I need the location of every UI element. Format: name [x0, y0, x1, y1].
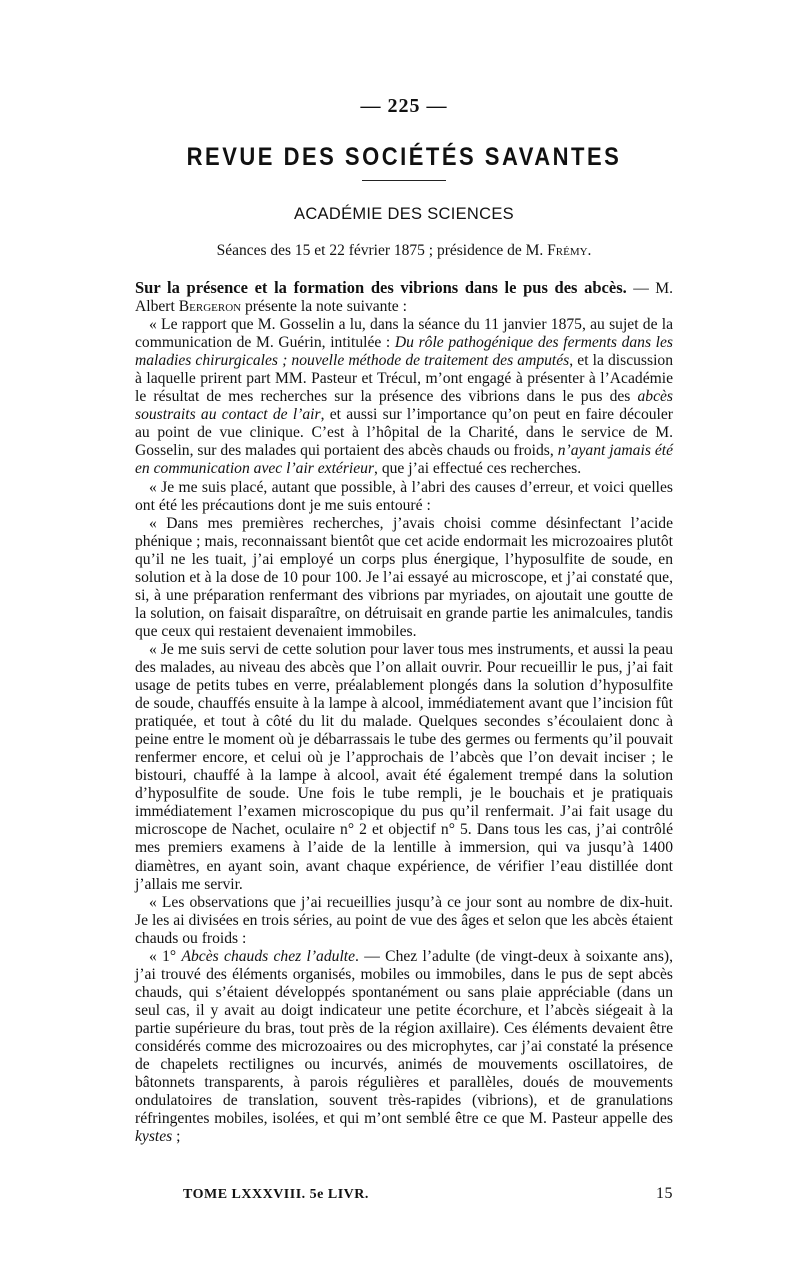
paragraph-4: « Je me suis servi de cette solution pour laver tous mes instruments, et aussi la peau des malades, au niveau des abcès que l’on allait ouvrir. Pour recueillir le pus, j’ai fait usage de petits tubes en verre, préalablement plongés dans la solution d’hyposulfite de soude, chauffés ensuite à la lampe à alcool, immédiatement avant que l’incision fût pratiquée, et tout à côté du lit du malade. Quelques secondes s’écoulaient donc à peine entre le moment où je débarrassais le tube des germes ou ferments qu’il pouvait renfermer encore, et celui où je l’approchais de l’abcès que l’on devait inciser ; le bistouri, chauffé à la lampe à alcool, avait été également trempé dans la solution d’hyposulfite de soude. Une fois le tube rempli, je le bouchais et je pratiquais immédiatement l’examen microscopique du pus qu’il renfermait. J’ai fait usage du microscope de Nachet, oculaire n° 2 et objectif n° 5. Dans tous les cas, j’ai contrôlé mes premiers examens à l’aide de la lentille à immersion, qui va jusqu’à 1400 diamètres, en ayant soin, avant chaque expérience, de vérifier l’eau distillée dont j’allais me servir. [135, 640, 673, 893]
p1-text-g: , que j’ai effectué ces recherches. [374, 460, 582, 478]
p1-italic-d: abcès soustraits au contact de l’air [135, 388, 673, 424]
session-end: . [587, 242, 592, 259]
president-name: Frémy [547, 242, 588, 259]
paragraph-5: « Les observations que j’ai recueillies jusqu’à ce jour sont au nombre de dix-huit. Je les ai divisées en trois séries, au point de vue des âges et selon que les abcès étaient chauds ou froids : [135, 893, 673, 947]
lead-end: présente la note suivante : [241, 298, 407, 316]
lead-text: — M. Albert [135, 280, 674, 316]
article-title: Sur la présence et la formation des vibrions dans le pus des abcès. [135, 278, 627, 297]
paragraph-1 [135, 316, 673, 478]
paragraph-2: « Je me suis placé, autant que possible, à l’abri des causes d’erreur, et voici quelles ont été les précautions dont je me suis entouré : [135, 478, 673, 514]
p6-text-a: « 1° [149, 947, 182, 965]
title-rule [362, 180, 446, 181]
article-lead [135, 279, 673, 316]
author-name: Bergeron [178, 298, 242, 316]
p1-text-c: , et la discussion à laquelle prirent part MM. Pasteur et Trécul, m’ont engagé à présenter à l’Académie le résultat de mes recherches sur la présence des vibrions dans le pus des [135, 352, 673, 406]
session-line [135, 242, 673, 260]
footer-signature: 15 [656, 1185, 673, 1202]
p6-italic-d: kystes [135, 1128, 173, 1146]
p1-text-e: , et aussi sur l’importance qu’on peut en faire découler au point de vue clinique. C’est à l’hôpital de la Charité, dans le service de M. Gosselin, sur des malades qui portaient des abcès chauds ou froids, [135, 406, 673, 460]
p6-text-e: ; [172, 1128, 181, 1146]
paragraph-6 [135, 948, 673, 1147]
article-body [135, 279, 673, 1146]
p6-text-c: . — Chez l’adulte (de vingt-deux à soixante ans), j’ai trouvé des éléments organisés, mobiles ou immobiles, dans le pus de sept abcès chauds, qui s’étaient développés spontanément ou sans plaie appréciable (dans un seul cas, il y avait au doigt indicateur une petite écorchure, et l’abcès siégeait à la partie supérieure du bras, tout près de la région axillaire). Ces éléments devaient être considérés comme des microzoaires ou des microphytes, car j’ai constaté la présence de chapelets rectilignes ou incurvés, animés de mouvements oscillatoires, de bâtonnets transparents, à parois régulières et parallèles, doués de mouvements ondulatoires de translation, souvent très-rapides (vibrions), et de granulations réfringentes mobiles, isolées, et qui m’ont semblé être ce que M. Pasteur appelle des [135, 947, 673, 1128]
paragraph-3: « Dans mes premières recherches, j’avais choisi comme désinfectant l’acide phénique ; mais, reconnaissant bientôt que cet acide endormait les microzoaires plutôt qu’il ne les tuait, j’ai employé un corps plus énergique, l’hyposulfite de soude, en solution et à la dose de 10 pour 100. Je l’ai essayé au microscope, et j’ai constaté que, si, à une préparation renfermant des vibrions par myriades, on ajoutait une goutte de la solution, on faisait disparaître, on détruisait en grande partie les animalcules, tandis que ceux qui restaient devenaient immobiles. [135, 514, 673, 640]
p6-italic-heading: Abcès chauds chez l’adulte [181, 947, 356, 965]
page-number: — 225 — [360, 95, 448, 117]
p1-italic-title: Du rôle pathogénique des ferments dans les maladies chirurgicales ; nouvelle méthode de traitement des amputés [135, 334, 673, 370]
document-page [135, 95, 674, 1202]
p1-text-a: « Le rapport que M. Gosselin a lu, dans la séance du 11 janvier 1875, au sujet de la communication de M. Guérin, intitulée : [135, 316, 673, 352]
p1-italic-f: n’ayant jamais été en communication avec l’air extérieur [135, 442, 673, 478]
journal-title: REVUE DES SOCIÉTÉS SAVANTES [186, 142, 622, 171]
footer-volume: TOME LXXXVIII. 5e LIVR. [183, 1187, 369, 1202]
session-text: Séances des 15 et 22 février 1875 ; présidence de M. [216, 242, 548, 259]
section-heading: ACADÉMIE DES SCIENCES [294, 205, 514, 223]
